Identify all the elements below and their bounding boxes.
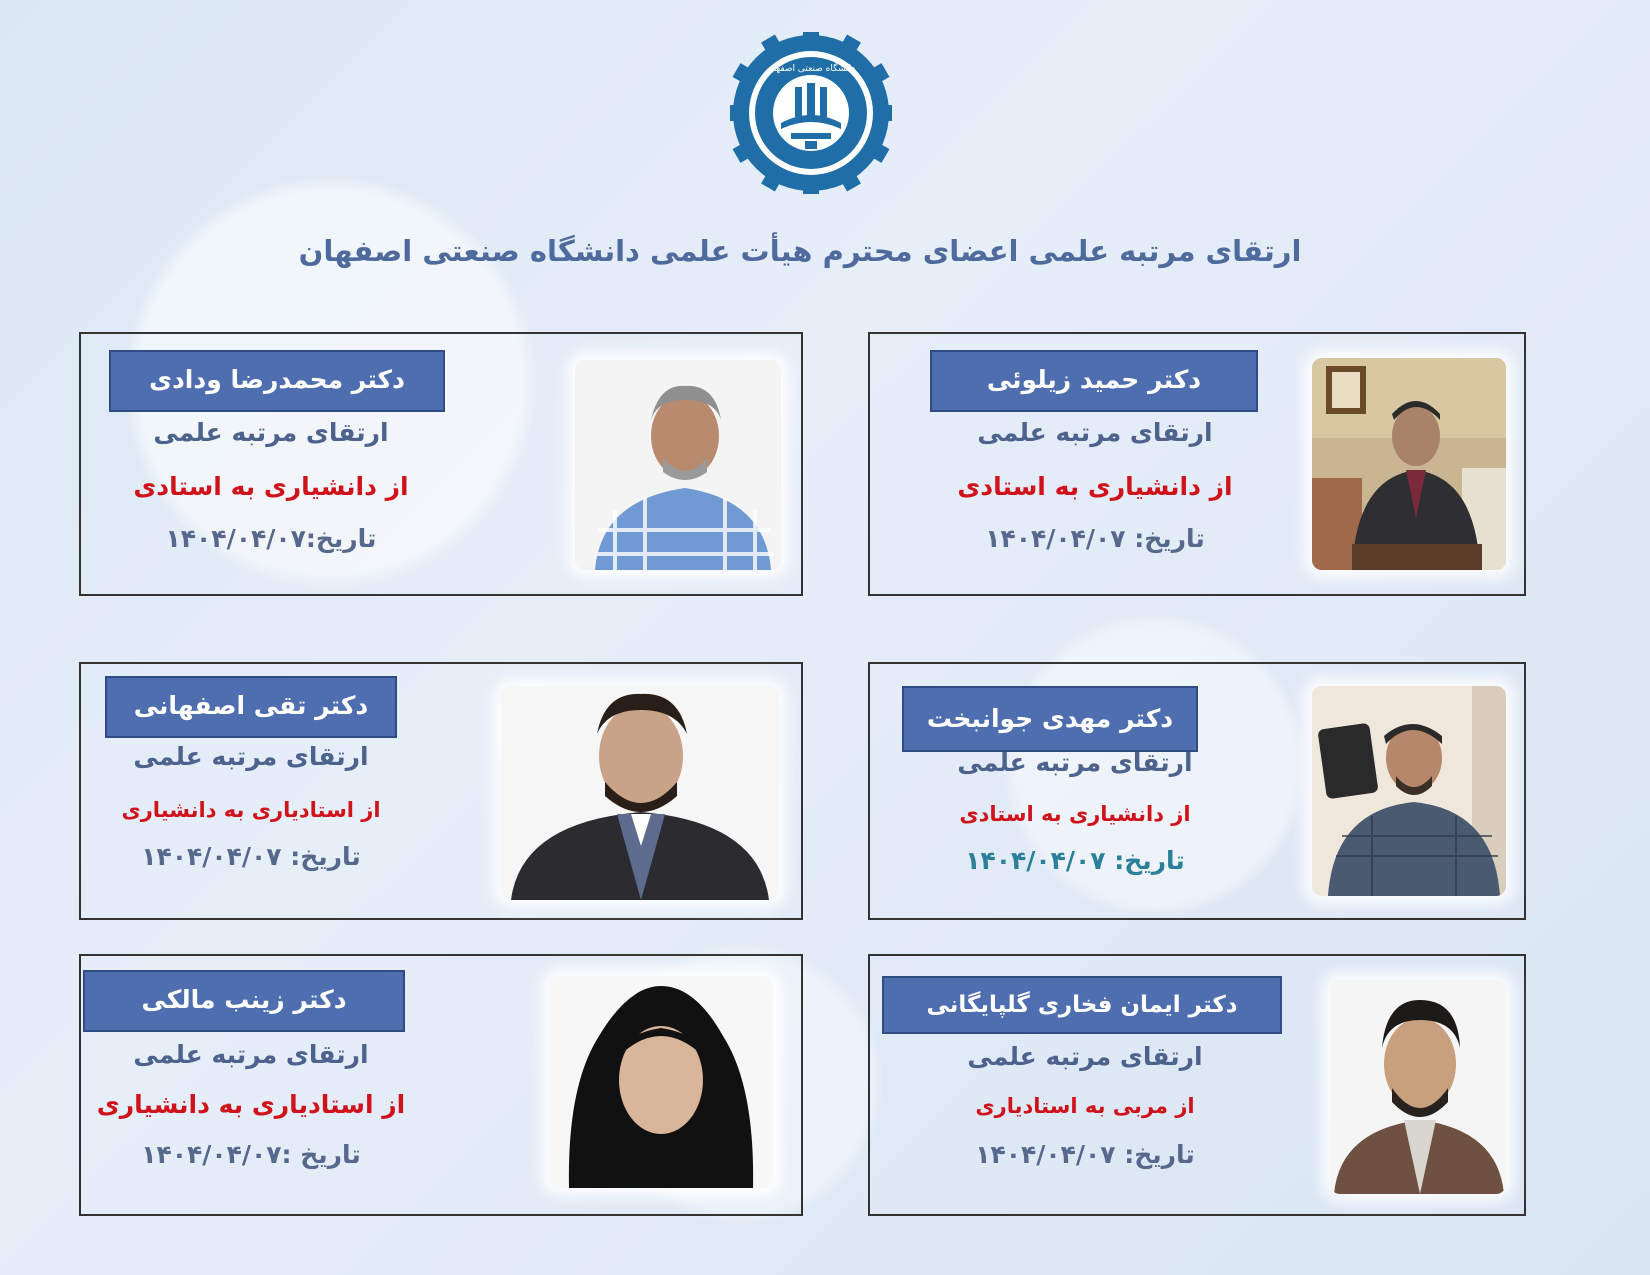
faculty-name: دکتر زینب مالکی <box>83 970 405 1032</box>
faculty-name: دکتر مهدی جوانبخت <box>902 686 1198 752</box>
faculty-name: دکتر تقی اصفهانی <box>105 676 397 738</box>
promotion-label: ارتقای مرتبه علمی <box>977 418 1213 447</box>
promotion-label: ارتقای مرتبه علمی <box>153 418 389 447</box>
faculty-photo <box>1312 358 1506 570</box>
page-title: ارتقای مرتبه علمی اعضای محترم هیأت علمی دانشگاه صنعتی اصفهان <box>298 234 1302 268</box>
promotion-date: تاریخ: ۱۴۰۴/۰۴/۰۷ <box>141 842 361 871</box>
promotion-range: از دانشیاری به استادی <box>133 472 409 501</box>
faculty-name: دکتر محمدرضا ودادی <box>109 350 445 412</box>
promotion-label: ارتقای مرتبه علمی <box>957 748 1193 777</box>
university-logo <box>730 32 892 194</box>
faculty-card-1 <box>868 332 1526 596</box>
promotion-label: ارتقای مرتبه علمی <box>133 1040 369 1069</box>
promotion-range: از استادیاری به دانشیاری <box>96 1090 406 1119</box>
faculty-card-3 <box>868 662 1526 920</box>
faculty-photo <box>1330 980 1506 1194</box>
faculty-photo <box>1312 686 1506 896</box>
faculty-card-5 <box>868 954 1526 1216</box>
faculty-name: دکتر ایمان فخاری گلپایگانی <box>882 976 1282 1034</box>
logo-text: دانشگاه صنعتی اصفهان <box>766 64 856 74</box>
faculty-photo <box>549 976 773 1188</box>
faculty-photo <box>501 686 779 900</box>
faculty-card-4 <box>79 662 803 920</box>
faculty-photo <box>575 360 781 570</box>
promotion-date: تاریخ: ۱۴۰۴/۰۴/۰۷ <box>975 1140 1195 1169</box>
promotion-date: تاریخ :۱۴۰۴/۰۴/۰۷ <box>141 1140 361 1169</box>
faculty-name: دکتر حمید زیلوئی <box>930 350 1258 412</box>
promotion-date: تاریخ: ۱۴۰۴/۰۴/۰۷ <box>985 524 1205 553</box>
faculty-card-6 <box>79 954 803 1216</box>
faculty-card-2 <box>79 332 803 596</box>
promotion-label: ارتقای مرتبه علمی <box>967 1042 1203 1071</box>
promotion-range: از مربی به استادیاری <box>975 1094 1195 1118</box>
promotion-range: از دانشیاری به استادی <box>959 802 1191 826</box>
promotion-range: از استادیاری به دانشیاری <box>121 798 381 822</box>
promotion-date: تاریخ:۱۴۰۴/۰۴/۰۷ <box>165 524 377 553</box>
promotion-label: ارتقای مرتبه علمی <box>133 742 369 771</box>
promotion-date: تاریخ: ۱۴۰۴/۰۴/۰۷ <box>965 846 1185 875</box>
promotion-range: از دانشیاری به استادی <box>957 472 1233 501</box>
